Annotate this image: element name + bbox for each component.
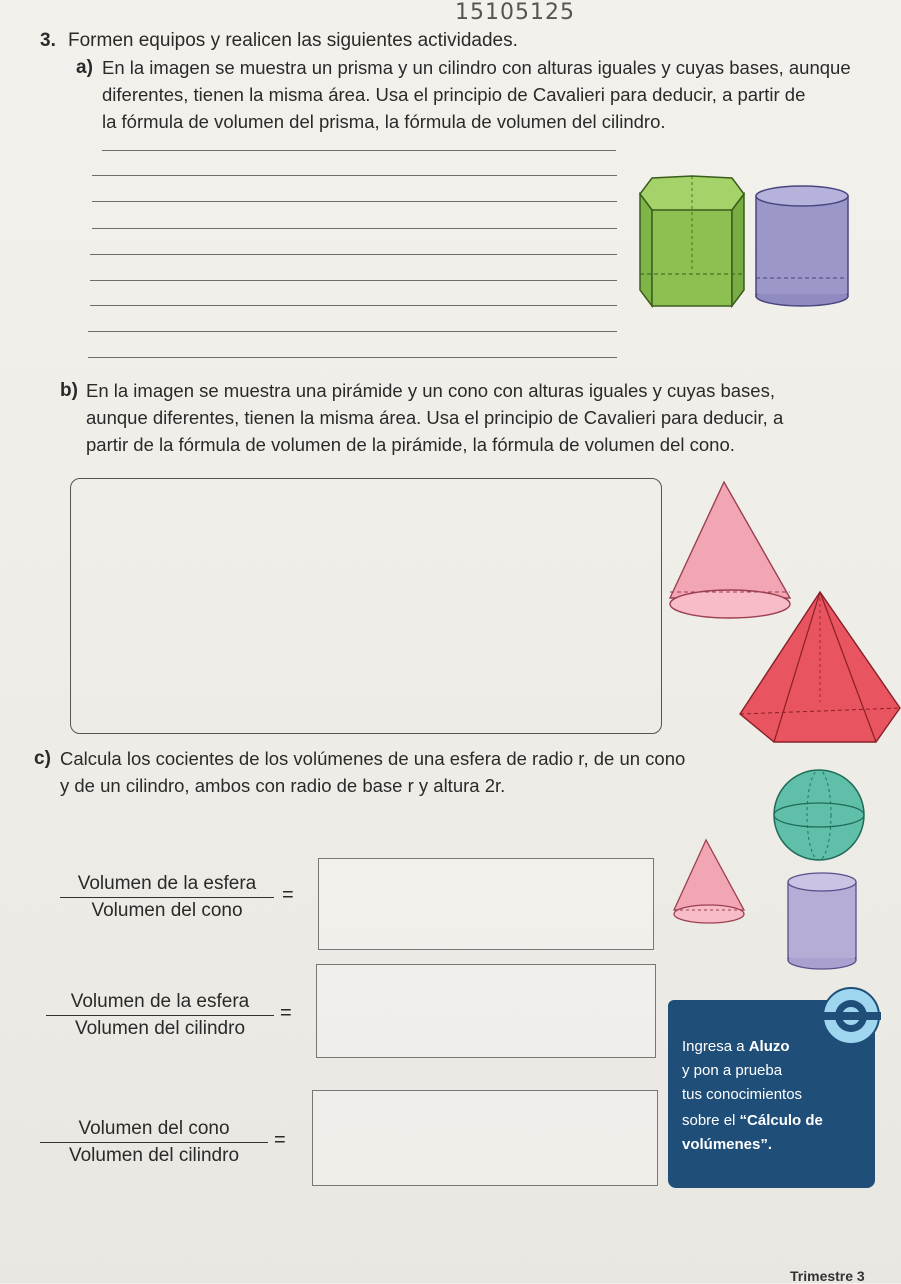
hexagonal-prism-illustration <box>636 170 748 310</box>
part-a-line-1: En la imagen se muestra un prisma y un cilindro con alturas iguales y cuyas bases, aunque <box>102 57 851 78</box>
part-c-line-2: y de un cilindro, ambos con radio de base r y altura 2r. <box>60 775 506 796</box>
part-b-text <box>86 377 783 458</box>
promo-line-5: volúmenes”. <box>682 1136 773 1153</box>
part-b-line-1: En la imagen se muestra una pirámide y un cono con alturas iguales y cuyas bases, <box>86 380 775 401</box>
writing-line[interactable] <box>102 150 616 151</box>
ratio-1-answer-box[interactable] <box>318 858 654 950</box>
part-a-line-3: la fórmula de volumen del prisma, la fórmula de volumen del cilindro. <box>102 111 666 132</box>
ratio-2-answer-box[interactable] <box>316 964 656 1058</box>
writing-line[interactable] <box>88 331 617 332</box>
promo-line-2: y pon a prueba <box>682 1062 783 1079</box>
part-c-letter: c) <box>34 748 51 769</box>
aluzo-brand: Aluzo <box>748 1038 790 1055</box>
question-title: Formen equipos y realicen las siguientes actividades. <box>68 30 518 51</box>
ratio-1-equals: = <box>282 884 294 906</box>
promo-line-1: Ingresa a Aluzo <box>682 1038 790 1055</box>
part-a-letter: a) <box>76 57 93 78</box>
ratio-1-denominator: Volumen del cono <box>91 900 243 921</box>
ratio-3-equals: = <box>274 1129 286 1151</box>
promo-line-3: tus conocimientos <box>682 1086 803 1103</box>
small-cylinder-illustration <box>786 872 858 972</box>
ratio-2-denominator: Volumen del cilindro <box>74 1018 246 1039</box>
part-a-line-2: diferentes, tienen la misma área. Usa el principio de Cavalieri para deducir, a partir de <box>102 84 806 105</box>
handwritten-code: 15105125 <box>455 0 575 25</box>
aluzo-logo-icon <box>816 984 886 1048</box>
sphere-illustration <box>772 768 866 862</box>
ratio-2-numerator: Volumen de la esfera <box>70 991 250 1012</box>
part-c-text <box>60 745 685 799</box>
part-b-answer-box[interactable] <box>70 478 662 734</box>
ratio-cone-cylinder <box>40 1118 268 1167</box>
part-b-line-2: aunque diferentes, tienen la misma área. Usa el principio de Cavalieri para deducir, a <box>86 407 784 428</box>
ratio-sphere-cylinder <box>46 991 274 1040</box>
writing-line[interactable] <box>92 201 617 202</box>
part-c-line-1: Calcula los cocientes de los volúmenes de una esfera de radio r, de un cono <box>60 748 686 769</box>
writing-line[interactable] <box>90 280 617 281</box>
ratio-2-equals: = <box>280 1002 292 1024</box>
ratio-sphere-cone <box>60 873 274 922</box>
writing-line[interactable] <box>90 254 617 255</box>
ratio-3-denominator: Volumen del cilindro <box>68 1145 240 1166</box>
writing-line[interactable] <box>90 305 617 306</box>
footer-trimester-label: Trimestre 3 <box>790 1268 865 1284</box>
writing-line[interactable] <box>92 175 617 176</box>
part-b-line-3: partir de la fórmula de volumen de la pirámide, la fórmula de volumen del cono. <box>86 434 735 455</box>
small-cone-illustration <box>672 838 746 930</box>
pentagonal-pyramid-illustration <box>738 590 901 746</box>
ratio-3-answer-box[interactable] <box>312 1090 658 1186</box>
part-b-letter: b) <box>60 380 78 401</box>
part-a-text <box>102 54 851 135</box>
writing-line[interactable] <box>92 228 617 229</box>
ratio-3-numerator: Volumen del cono <box>78 1118 230 1139</box>
ratio-1-numerator: Volumen de la esfera <box>77 873 257 894</box>
writing-line[interactable] <box>88 357 617 358</box>
aluzo-promo-card[interactable] <box>668 1000 875 1188</box>
cylinder-illustration <box>754 184 850 310</box>
promo-line-4: sobre el “Cálculo de <box>682 1112 823 1129</box>
question-number: 3. <box>40 30 56 51</box>
